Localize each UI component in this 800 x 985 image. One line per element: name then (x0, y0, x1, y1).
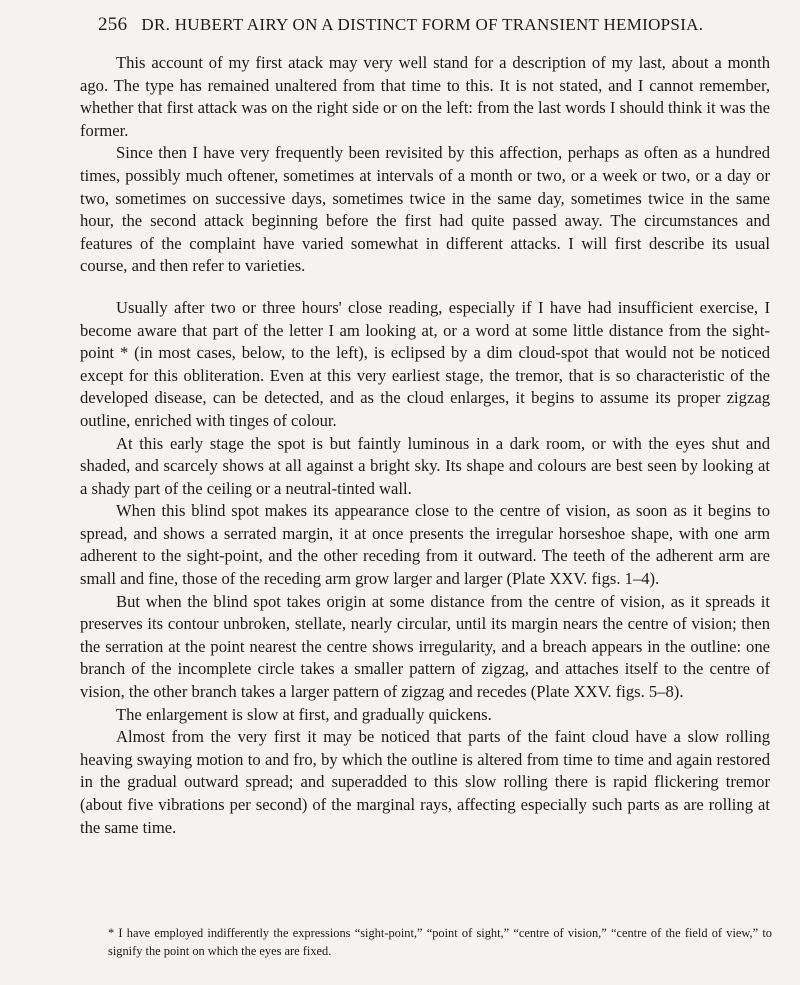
footnote: * I have employed indifferently the expressions “sight-point,” “point of sight,” “centre of vision,” “centre of the field of view,” to signify the point on which the eyes are fixed. (108, 926, 772, 958)
paragraph: Almost from the very first it may be noticed that parts of the faint cloud have a slow rolling heaving swaying motion to and fro, by which the outline is altered from time to time and again restored in the gradual outward spread; and superadded to this slow rolling there is rapid flickering tremor (about five vibrations per second) of the marginal rays, affecting especially such parts as are rolling at the same time. (80, 727, 770, 837)
paragraph: The enlargement is slow at first, and gradually quickens. (116, 704, 492, 724)
paragraph: Since then I have very frequently been revisited by this affection, perhaps as often as a hundred times, possibly much oftener, sometimes at intervals of a month or two, or a week or two, or a day or two, sometimes on successive days, sometimes twice in the same day, sometimes twice in the same hour, the second attack beginning before the first had quite passed away. The circumstances and features of the complaint have varied somewhat in different attacks. I will first describe its usual course, and then refer to varieties. (80, 143, 770, 276)
body-text (80, 52, 770, 839)
running-title: DR. HUBERT AIRY ON A DISTINCT FORM OF TRANSIENT HEMIOPSIA. (141, 15, 704, 34)
paragraph: But when the blind spot takes origin at some distance from the centre of vision, as it spreads it preserves its contour unbroken, stellate, nearly circular, until its margin nears the centre of vision; then the serration at the point nearest the centre shows irregularity, and a breach appears in the outline: one branch of the incomplete circle takes a smaller pattern of zigzag, and attaches itself to the centre of vision, the other branch takes a larger pattern of zigzag and recedes (Plate XXV. figs. 5–8). (80, 591, 770, 702)
paragraph: This account of my first atack may very well stand for a description of my last, about a month ago. The type has remained unaltered from that time to this. It is not stated, and I cannot remember, whether that first attack was on the right side or on the left: from the last words I should think it was the former. (80, 53, 770, 140)
page-number: 256 (98, 14, 128, 35)
paragraph: At this early stage the spot is but faintly luminous in a dark room, or with the eyes shut and shaded, and scarcely shows at all against a bright sky. Its shape and colours are best seen by looking at a shady part of the ceiling or a neutral-tinted wall. (80, 433, 770, 498)
paragraph: Usually after two or three hours' close reading, especially if I have had insufficient exercise, I become aware that part of the letter I am looking at, or a word at some little distance from the sight-point * (in most cases, below, to the left), is eclipsed by a dim cloud-spot that would not be noticed except for this obliteration. Even at this very earliest stage, the tremor, that is so characteristic of the developed disease, can be detected, and as the cloud enlarges, it begins to assume its proper zigzag outline, enriched with tinges of colour. (80, 297, 770, 430)
running-head (98, 14, 778, 44)
paragraph: When this blind spot makes its appearance close to the centre of vision, as soon as it begins to spread, and shows a serrated margin, it at once presents the irregular horseshoe shape, with one arm adherent to the sight-point, and the other receding from it outward. The teeth of the adherent arm are small and fine, those of the receding arm grow larger and larger (Plate XXV. figs. 1–4). (80, 501, 770, 589)
